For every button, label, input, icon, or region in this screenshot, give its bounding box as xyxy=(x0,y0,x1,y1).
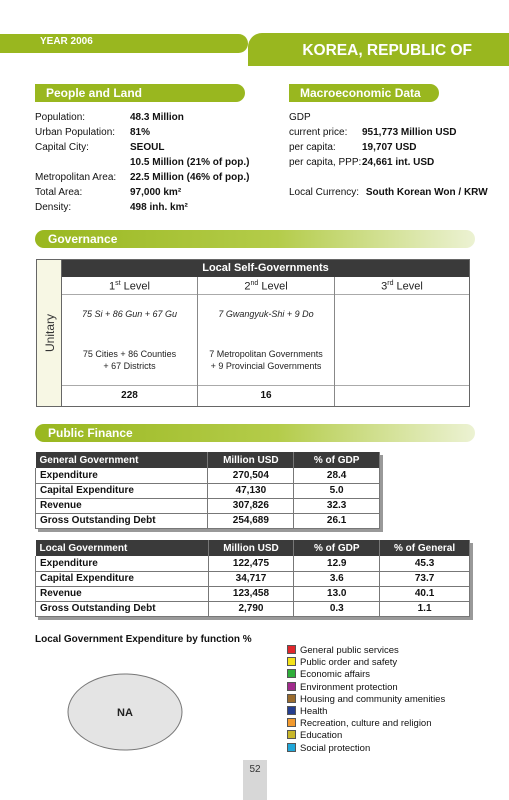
level-suffix: Level xyxy=(393,280,423,293)
macro-value: 951,773 Million USD xyxy=(362,127,457,138)
level-suffix: Level xyxy=(120,280,150,293)
legend-swatch xyxy=(287,706,296,715)
column-header: General Government xyxy=(36,452,208,468)
level-english-names-a: 7 Metropolitan Governments xyxy=(209,349,323,359)
people-land-value: 498 inh. km² xyxy=(130,202,188,213)
legend-label: Housing and community amenities xyxy=(300,693,446,705)
table-row xyxy=(36,601,470,616)
divider xyxy=(198,385,334,386)
legend-swatch xyxy=(287,682,296,691)
people-land-value: 22.5 Million (46% of pop.) xyxy=(130,172,250,183)
legend-label: Health xyxy=(300,706,328,717)
macro-label: per capita, PPP: xyxy=(289,157,362,168)
governance-table xyxy=(61,259,470,407)
table-cell: 73.7 xyxy=(380,571,470,586)
legend-label: Public order and safety xyxy=(300,657,398,669)
legend-label: Education xyxy=(300,730,343,742)
table-cell: 28.4 xyxy=(294,468,380,483)
legend-swatch xyxy=(287,694,296,703)
table-cell: Revenue xyxy=(36,498,208,513)
governance-heading: Governance xyxy=(35,230,475,248)
currency-label: Local Currency: xyxy=(289,187,360,198)
currency-row xyxy=(289,185,488,200)
people-land-value: 97,000 km² xyxy=(130,187,182,198)
people-land-value: 81% xyxy=(130,127,151,138)
public-finance-heading: Public Finance xyxy=(35,424,475,442)
legend-item xyxy=(287,706,327,718)
level-ordinal: rd xyxy=(387,280,394,287)
governance-level-2 xyxy=(198,277,335,406)
people-land-row xyxy=(35,200,249,215)
column-header: % of General xyxy=(380,540,470,556)
table-row xyxy=(36,468,380,483)
table-cell: 45.3 xyxy=(380,556,470,571)
level-number: 2 xyxy=(244,280,251,293)
table-cell: 2,790 xyxy=(208,601,294,616)
table-cell: 0.3 xyxy=(294,601,380,616)
table-row xyxy=(36,571,470,586)
people-land-row xyxy=(35,170,249,185)
table-cell: 40.1 xyxy=(380,586,470,601)
column-header: % of GDP xyxy=(294,540,380,556)
table-row xyxy=(36,498,380,513)
table-cell: 47,130 xyxy=(208,483,294,498)
na-label: NA xyxy=(117,707,133,719)
table-cell: 307,826 xyxy=(208,498,294,513)
table-cell: 270,504 xyxy=(208,468,294,483)
table-cell: 1.1 xyxy=(380,601,470,616)
general-government-table xyxy=(35,452,380,529)
macro-heading: Macroeconomic Data xyxy=(289,84,439,102)
divider xyxy=(198,294,334,295)
governance-level-heading xyxy=(62,280,197,293)
column-header: Local Government xyxy=(36,540,209,556)
people-land-row xyxy=(35,185,249,200)
table-header-row xyxy=(36,452,380,468)
people-land-row xyxy=(35,140,249,155)
table-cell: Expenditure xyxy=(36,468,208,483)
governance-level-heading xyxy=(198,280,334,293)
legend-label: Environment protection xyxy=(300,681,398,693)
people-land-value: SEOUL xyxy=(130,142,165,153)
divider xyxy=(335,294,469,295)
legend-swatch xyxy=(287,743,296,752)
legend-item xyxy=(287,669,370,681)
legend-swatch xyxy=(287,669,296,678)
table-cell: 12.9 xyxy=(294,556,380,571)
table-cell: Expenditure xyxy=(36,556,209,571)
legend-swatch xyxy=(287,718,296,727)
macro-row xyxy=(289,155,456,170)
currency-value: South Korean Won / KRW xyxy=(365,187,488,198)
people-land-label: Metropolitan Area: xyxy=(35,172,117,183)
column-header: % of GDP xyxy=(294,452,380,468)
divider xyxy=(62,385,197,386)
level-ordinal: st xyxy=(115,280,121,287)
page-number: 52 xyxy=(243,760,267,800)
governance-level-1 xyxy=(62,277,198,406)
legend-item xyxy=(287,743,370,755)
legend-label: Recreation, culture and religion xyxy=(300,718,432,730)
country-name: KOREA, REPUBLIC OF xyxy=(302,42,472,59)
people-land-value: 48.3 Million xyxy=(130,112,184,123)
table-row xyxy=(36,513,380,528)
expenditure-chart-title: Local Government Expenditure by function % xyxy=(35,634,252,645)
table-cell: Capital Expenditure xyxy=(36,483,208,498)
governance-level-heading xyxy=(335,280,469,293)
people-land-heading: People and Land xyxy=(35,84,245,102)
table-row xyxy=(36,586,470,601)
table-cell: 254,689 xyxy=(208,513,294,528)
legend-item xyxy=(287,730,342,742)
level-english-names-b: + 9 Provincial Governments xyxy=(210,361,322,371)
macro-value: 19,707 USD xyxy=(362,142,417,153)
legend-label: General public services xyxy=(300,645,399,656)
table-header-row xyxy=(36,540,470,556)
table-cell: 3.6 xyxy=(294,571,380,586)
people-land-value: 10.5 Million (21% of pop.) xyxy=(130,157,250,168)
governance-type xyxy=(36,259,62,407)
year-label: YEAR 2006 xyxy=(40,36,93,47)
level-number: 3 xyxy=(381,280,388,293)
gdp-label: GDP xyxy=(289,112,311,123)
people-land-row xyxy=(35,155,249,170)
table-cell: Capital Expenditure xyxy=(36,571,209,586)
macro-row xyxy=(289,125,456,140)
macro-row xyxy=(289,140,456,155)
local-government-table xyxy=(35,540,470,617)
level-suffix: Level xyxy=(258,280,288,293)
level-total: 228 xyxy=(121,390,138,401)
people-land-label: Capital City: xyxy=(35,142,89,153)
people-land-row xyxy=(35,110,249,125)
table-cell: Revenue xyxy=(36,586,209,601)
level-local-names: 7 Gwangyuk-Shi + 9 Do xyxy=(218,309,314,319)
legend-label: Economic affairs xyxy=(300,669,371,681)
legend-item xyxy=(287,657,397,669)
people-land-label: Total Area: xyxy=(35,187,83,198)
legend-swatch xyxy=(287,645,296,654)
level-english-names-b: + 67 Districts xyxy=(103,361,156,371)
level-english-names-a: 75 Cities + 86 Counties xyxy=(82,349,177,359)
table-row xyxy=(36,483,380,498)
macro-label: current price: xyxy=(289,127,348,138)
table-cell: 26.1 xyxy=(294,513,380,528)
level-number: 1 xyxy=(109,280,116,293)
table-cell: 122,475 xyxy=(208,556,294,571)
legend-item xyxy=(287,645,399,657)
macro-section xyxy=(289,125,456,170)
table-cell: Gross Outstanding Debt xyxy=(36,601,209,616)
people-land-label: Density: xyxy=(35,202,72,213)
divider xyxy=(335,385,469,386)
legend-swatch xyxy=(287,730,296,739)
level-local-names: 75 Si + 86 Gun + 67 Gu xyxy=(81,309,178,319)
legend-item xyxy=(287,694,445,706)
governance-level-3 xyxy=(335,277,469,406)
expenditure-pie xyxy=(66,672,184,752)
table-row xyxy=(36,556,470,571)
year-banner xyxy=(0,34,248,53)
macro-value: 24,661 int. USD xyxy=(362,157,435,168)
table-cell: 13.0 xyxy=(294,586,380,601)
governance-table-title: Local Self-Governments xyxy=(62,260,469,277)
table-cell: 32.3 xyxy=(294,498,380,513)
legend-label: Social protection xyxy=(300,742,371,754)
macro-label: per capita: xyxy=(289,142,336,153)
table-cell: 123,458 xyxy=(208,586,294,601)
people-land-label: Urban Population: xyxy=(35,127,116,138)
people-land-label: Population: xyxy=(35,112,86,123)
level-ordinal: nd xyxy=(250,280,259,287)
people-land-row xyxy=(35,125,249,140)
legend-swatch xyxy=(287,657,296,666)
table-cell: Gross Outstanding Debt xyxy=(36,513,208,528)
people-land-section xyxy=(35,110,249,215)
column-header: Million USD xyxy=(208,452,294,468)
table-cell: 5.0 xyxy=(294,483,380,498)
column-header: Million USD xyxy=(208,540,294,556)
level-total: 16 xyxy=(260,390,272,401)
legend-item xyxy=(287,682,398,694)
governance-type-label: Unitary xyxy=(42,313,57,353)
table-cell: 34,717 xyxy=(208,571,294,586)
divider xyxy=(62,294,197,295)
legend-item xyxy=(287,718,432,730)
